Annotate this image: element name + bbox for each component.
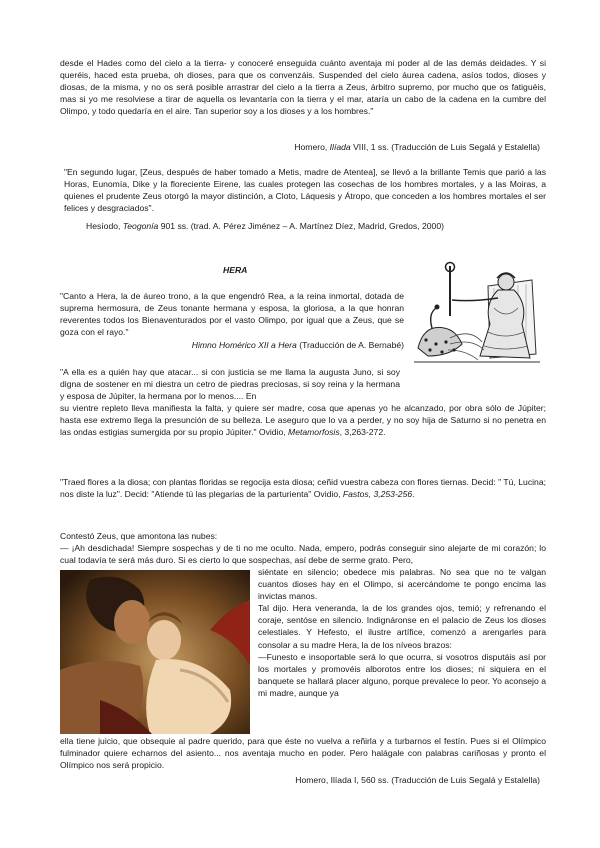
hymn-citation: Himno Homérico XII a Hera (Traducción de A. Bernabé) [191,340,404,350]
zeus-hera-painting-svg [60,570,250,734]
intro-paragraph: desde el Hades como del cielo a la tierra- y conoceré enseguida cuánto aventaja mi poder al de las demás deidades. Y si queréis, haced esta prueba, oh dioses, para que os convenzáis. Suspended del cielo áurea cadena, asíos todos, dioses y diosas, de la misma, y no os será posible arrastrar del cielo a la tierra a Zeus, árbitro supremo, por mucho que os fatiguéis, mas si yo me resolviese a tirar de aquella os levantaría con la tierra y el mar, ataría un cabo de la cadena en la cumbre del Olimpo, y todo quedaría en el aire. Tan superior soy a los dioses y a los hombres." [60,58,546,117]
hesiod-quote: "En segundo lugar, [Zeus, después de haber tomado a Metis, madre de Atentea], se llevó a la brillante Temis que parió a las Horas, Eunomía, Dike y la floreciente Eirene, las cuales protegen las cosechas de los hombres mortales, y a las Moiras, a quienes el prudente Zeus otorgó la mayor distinción, a Cloto, Láquesis y Átropo, que conceden a los hombres mortales el ser felices y desgraciados". [64,167,546,214]
ovid-fasti-quote: "Traed flores a la diosa; con plantas floridas se regocija esta diosa; ceñid vuestra cabeza con flores tiernas. Decid: " Tú, Lucina; nos diste la luz". Decid: "Atiende tú las plegarias de la parturienta" Ovidio, Fastos, 3,253-256. [60,477,546,500]
hera-engraving [410,258,544,366]
ovid-metamorphoses-quote-b: su vientre repleto lleva manifiesta la falta, y quiere ser madre, cosa que apenas yo he alcanzado, por obra sólo de Júpiter; hasta ese extremo llega la presunción de su belleza. Le aseguro que lo va a perder, y no soy hija de Saturno si no penetra en las ondas estigias sumergida por su propio Júpiter." Ovidio, Metamorfosis, 3,263-272. [60,403,546,438]
ovid-metamorphoses-quote-a: "A ella es a quién hay que atacar... si con justicia se me llama la augusta Juno, si soy digna de sostener en mi diestra un cetro de piedras preciosas, si soy reina y la hermana y esposa de Júpiter, la hermana por lo menos.... En [60,367,400,402]
iliad-tail-text: ella tiene juicio, que obsequie al padre querido, para que éste no vuelva a reñirla y a turbarnos el festín. Pues si el Olímpico fulminador quiere echarnos del asiento... nos aventaja mucho en poder. Pero halágale con palabras cariñosas y pronto el Olímpico nos será propicio. [60,736,546,771]
hera-engraving-svg [410,258,544,366]
iliad-citation: Homero, Ilíada I, 560 ss. (Traducción de Luis Segalá y Estalella) [295,775,540,785]
iliad-intro-line: Contestó Zeus, que amontona las nubes: [60,531,218,541]
section-title-hera: HERA [223,265,248,275]
hymn-quote: "Canto a Hera, la de áureo trono, a la que engendró Rea, a la reina inmortal, dotada de suprema hermosura, de Zeus tonante hermana y esposa, la gloriosa, a la que honran reverentes todos los Bienaventurados por el vasto Olimpo, por igual que a Zeus, que se goza con el rayo." [60,291,404,338]
iliad-zeus-speech: — ¡Ah desdichada! Siempre sospechas y de ti no me oculto. Nada, empero, podrás conseguir sino alejarte de mi corazón; lo cual todavía te será más duro. Si es cierto lo que sospechas, así debe de serme grato. Pero, [60,543,546,566]
hesiod-citation: Hesíodo, Teogonía 901 ss. (trad. A. Pérez Jiménez – A. Martínez Díez, Madrid, Gredos, 2000) [86,221,444,231]
zeus-hera-painting [60,570,250,734]
iliad-wrapped-text: siéntate en silencio; obedece mis palabras. No sea que no te valgan cuantos dioses hay en el Olimpo, si acercándome te pongo encima las invictas manos. Tal dijo. Hera veneranda, la de los grandes ojos, temió; y refrenando el coraje, sentóse en silencio. Indignáronse en el palacio de Zeus los dioses celestiales. Y Hefesto, el ilustre artífice, comenzó a arengarles para consolar a su madre Hera, la de los níveos brazos: —Funesto e insoportable será lo que ocurra, si vosotros disputáis así por los mortales y promovéis alborotos entre los dioses; ni siquiera en el banquete se hallará placer alguno, porque prevalece lo peor. Yo aconsejo a mi madre, aunque ya [258,567,546,698]
intro-citation: Homero, Ilíada VIII, 1 ss. (Traducción de Luis Segalá y Estalella) [294,142,540,152]
